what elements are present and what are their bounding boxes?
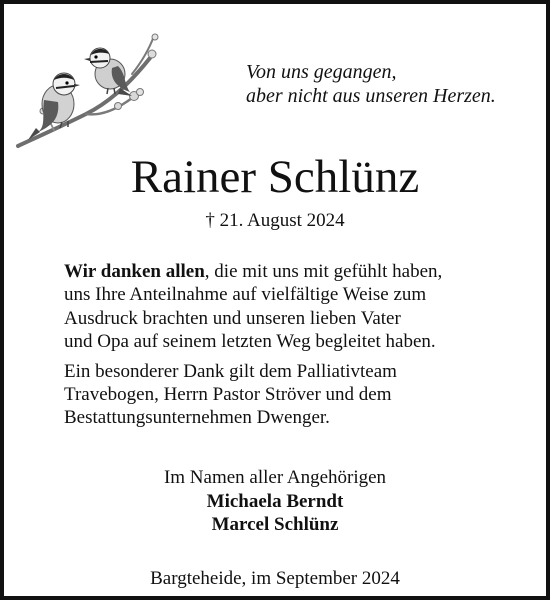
- thanks-line-rest: , die mit uns mit gefühlt haben,: [204, 261, 443, 282]
- death-date-line: [4, 209, 546, 233]
- thanks-line: uns Ihre Anteilnahme auf vielfältige Weise zum: [64, 284, 427, 306]
- thanks-bold-lead: Wir danken allen: [64, 261, 205, 282]
- signature-intro: Im Namen aller Angehörigen: [163, 467, 387, 488]
- thanks-line: [64, 260, 442, 283]
- quote-line: aber nicht aus unseren Herzen.: [246, 85, 496, 107]
- special-thanks-line: Ein besonderer Dank gilt dem Palliativteam: [64, 360, 397, 382]
- special-thanks-line: Bestattungsunternehmen Dwenger.: [64, 407, 330, 429]
- place-and-date: Bargteheide, im September 2024: [150, 568, 400, 589]
- quote-line: Von uns gegangen,: [246, 61, 397, 83]
- thanks-line: Ausdruck brachten und unseren lieben Vater: [64, 307, 401, 329]
- death-date: 21. August 2024: [219, 210, 345, 231]
- thanks-text: [64, 260, 442, 430]
- deceased-name: Rainer Schlünz: [130, 151, 420, 203]
- signature-block: [4, 466, 546, 537]
- cross-icon: †: [205, 210, 215, 231]
- thanks-line: und Opa auf seinem letzten Weg begleitet haben.: [64, 331, 436, 353]
- blue-tits-on-branch-illustration: [14, 22, 164, 152]
- special-thanks-line: Travebogen, Herrn Pastor Ströver und dem: [64, 384, 392, 406]
- memorial-quote: [246, 60, 496, 108]
- signatory-name: Michaela Berndt: [206, 490, 344, 512]
- signatory-name: Marcel Schlünz: [211, 514, 339, 535]
